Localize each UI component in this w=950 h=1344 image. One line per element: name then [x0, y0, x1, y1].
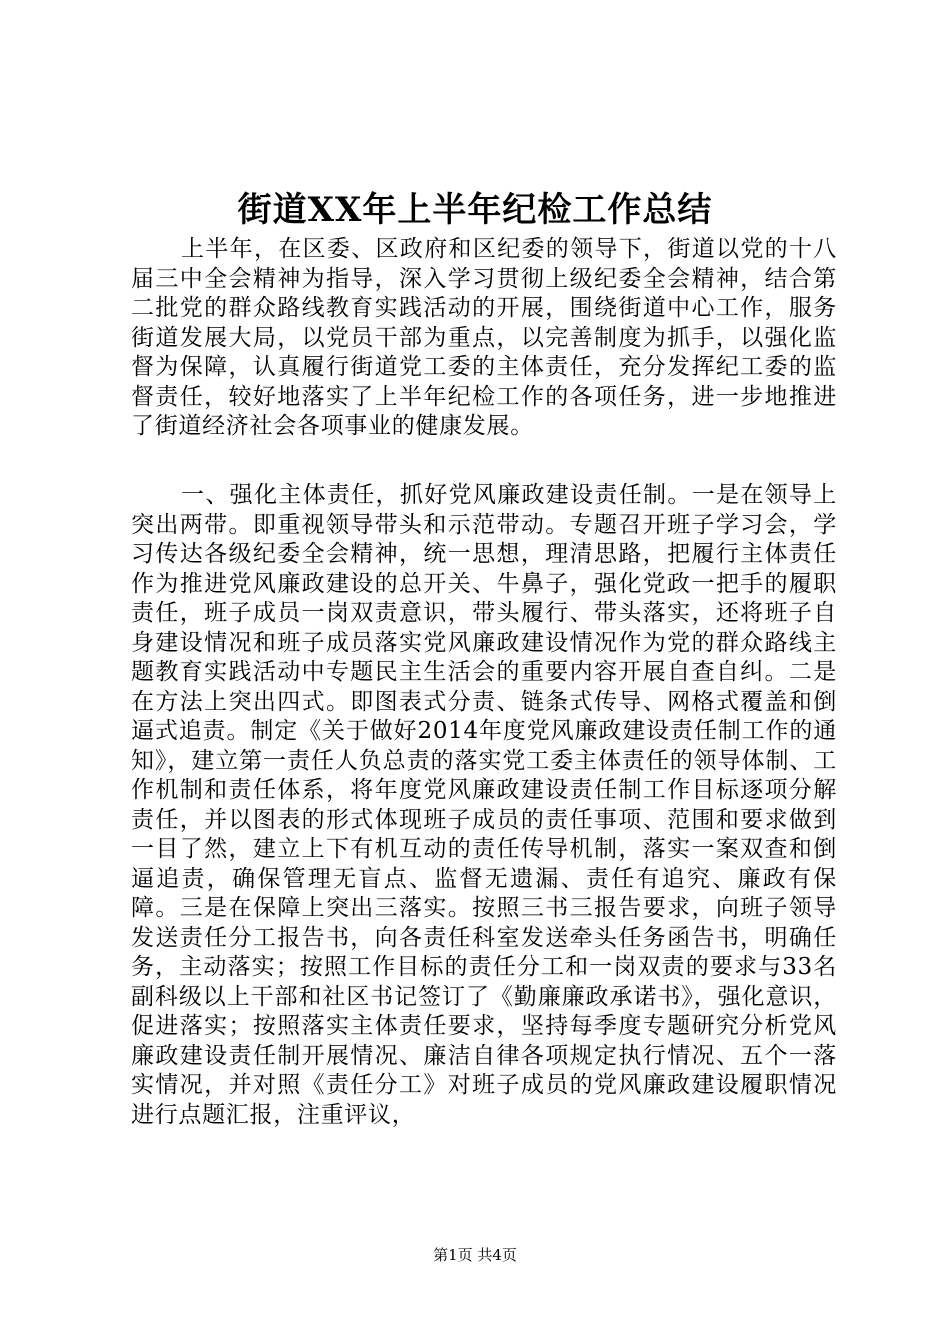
page-footer: 第1页 共4页: [433, 1246, 517, 1264]
paragraph-intro: 上半年，在区委、区政府和区纪委的领导下，街道以党的十八届三中全会精神为指导，深入学习贯彻上级纪委全会精神，结合第二批党的群众路线教育实践活动的开展，围绕街道中心工作，服务街道发展大局，以党员干部为重点，以完善制度为抓手，以强化监督为保障，认真履行街道党工委的主体责任，充分发挥纪工委的监督责任，较好地落实了上半年纪检工作的各项任务，进一步地推进了街道经济社会各项事业的健康发展。: [131, 236, 837, 439]
paragraph-section-one: 一、强化主体责任，抓好党风廉政建设责任制。一是在领导上突出两带。即重视领导带头和示范带动。专题召开班子学习会，学习传达各级纪委全会精神，统一思想，理清思路，把履行主体责任作为推进党风廉政建设的总开关、牛鼻子，强化党政一把手的履职责任，班子成员一岗双责意识，带头履行、带头落实，还将班子自身建设情况和班子成员落实党风廉政建设情况作为党的群众路线主题教育实践活动中专题民主生活会的重要内容开展自查自纠。二是在方法上突出四式。即图表式分责、链条式传导、网格式覆盖和倒逼式追责。制定《关于做好2014年度党风廉政建设责任制工作的通知》，建立第一责任人负总责的落实党工委主体责任的领导体制、工作机制和责任体系，将年度党风廉政建设责任制工作目标逐项分解责任，并以图表的形式体现班子成员的责任事项、范围和要求做到一目了然，建立上下有机互动的责任传导机制，落实一案双查和倒逼追责，确保管理无盲点、监督无遗漏、责任有追究、廉政有保障。三是在保障上突出三落实。按照三书三报告要求，向班子领导发送责任分工报告书，向各责任科室发送牵头任务函告书，明确任务，主动落实；按照工作目标的责任分工和一岗双责的要求与33名副科级以上干部和社区书记签订了《勤廉廉政承诺书》，强化意识，促进落实；按照落实主体责任要求，坚持每季度专题研究分析党风廉政建设责任制开展情况、廉洁自律各项规定执行情况、五个一落实情况，并对照《责任分工》对班子成员的党风廉政建设履职情况进行点题汇报，注重评议，: [131, 482, 837, 1128]
document-title: 街道XX年上半年纪检工作总结: [237, 190, 713, 230]
